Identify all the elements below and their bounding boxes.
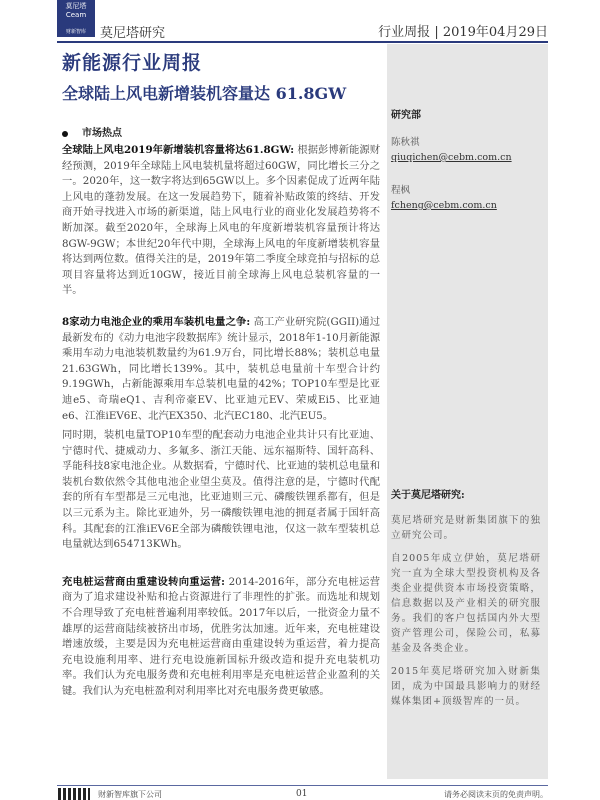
footer-divider <box>57 785 548 786</box>
footer-disclaimer: 请务必阅读末页的免责声明。 <box>444 790 548 799</box>
main-content <box>62 143 380 710</box>
about-text: 自2005年成立伊始，莫尼塔研究一直为全球大型投资机构及各类企业提供资本市场投资策略，信息数据以及产业相关的研究服务。我们的客户包括国内外大型资产管理公司，保险公司，私募基金及各类企业。 <box>391 553 541 654</box>
about-heading: 关于莫尼塔研究: <box>391 490 465 501</box>
analyst-email-link[interactable]: qiuqichen@cebm.com.cn <box>391 152 512 163</box>
header-divider <box>57 41 548 43</box>
paragraph-lead: 全球陆上风电2019年新增装机容量将达61.8GW: <box>62 144 295 156</box>
about-text: 2015年莫尼塔研究加入财新集团，成为中国最具影响力的财经媒体集团+顶级智库的一员。 <box>391 666 541 707</box>
analyst-name: 程枫 <box>391 185 411 196</box>
qr-code-icon <box>58 788 90 800</box>
paragraph <box>62 428 380 553</box>
section-label: 市场热点 <box>82 128 122 139</box>
paragraph-lead: 8家动力电池企业的乘用车装机电量之争: <box>62 315 251 328</box>
dept-heading: 研究部 <box>391 110 421 121</box>
paragraph-body: 根据彭博新能源财经预测，2019年全球陆上风电装机量将超过60GW，同比增长三分之一。2020年，这一数字将达到65GW以上。多个因素促成了近两年陆上风电的蓬勃发展。在这一发展趋势下，随着补贴政策的终结、开发商开始寻找进入市场的新渠道，陆上风电行业的商业化发展趋势将不断加深。截至2020年，全球海上风电的年度新增装机容量预计将达8GW-9GW；本世纪20年代中期，全球海上风电的年度新增装机容量将达到两位数。值得关注的是，2019年第二季度全球竞拍与招标的总项目容量将达到近10GW，接近目前全球海上风电总装机容量的一半。 <box>62 144 380 297</box>
report-subtitle: 全球陆上风电新增装机容量达 61.8GW <box>62 84 347 103</box>
paragraph <box>62 575 380 700</box>
paragraph <box>62 315 380 424</box>
analyst-email-link[interactable]: fcheng@cebm.com.cn <box>391 200 497 211</box>
about-text: 莫尼塔研究是财新集团旗下的独立研究公司。 <box>391 515 541 541</box>
report-type: 行业周报 <box>378 25 431 40</box>
logo-text: 莫尼塔 <box>65 2 87 10</box>
footer-company: 财新智库旗下公司 <box>98 790 162 799</box>
paragraph-body: 高工产业研究院(GGII)通过最新发布的《动力电池字段数据库》统计显示，2018年1-10月新能源乘用车动力电池装机数量约为61.9万台，同比增长88%；装机总电量21.63GWh，同比增长139%。其中，装机总电量前十车型合计约9.19GWh，占新能源乘用车总装机电量的42%；TOP10车型是比亚迪e5、奇瑞eQ1、吉利帝豪EV、比亚迪元EV、荣威Ei5、比亚迪e6、江淮iEV6E、北汽EX350、北汽EC180、北汽EU5。 <box>62 315 380 422</box>
company-logo <box>57 0 95 28</box>
paragraph <box>62 143 380 299</box>
header-meta <box>378 21 548 40</box>
analyst-block <box>391 108 541 213</box>
paragraph-lead: 充电桩运营商由重建设转向重运营: <box>62 575 225 588</box>
brand-name: 莫尼塔研究 <box>100 26 166 41</box>
report-date: | 2019年04月29日 <box>434 25 548 40</box>
paragraph-body: 同时期，装机电量TOP10车型的配套动力电池企业共计只有比亚迪、宁德时代、捷威动力、多氟多、浙江天能、远东福斯特、国轩高科、孚能科技8家电池企业。从数据看，宁德时代、比亚迪的装机总电量和装机台数依然令其他电池企业望尘莫及。值得注意的是，宁德时代配套的所有车型都是三元电池，比亚迪则三元、磷酸铁锂系都有，但是以三元系为主。除比亚迪外，另一磷酸铁锂电池的拥趸者属于国轩高科。其配套的江淮iEV6E全部为磷酸铁锂电池，仅这一款车型装机总电量就达到654713KWh。 <box>62 429 380 551</box>
about-block <box>391 488 541 717</box>
page-number: 01 <box>296 789 308 799</box>
logo-subtitle: 财新智库 <box>57 28 95 37</box>
bullet-icon <box>62 131 68 137</box>
analyst-name: 陈秋祺 <box>391 137 420 148</box>
paragraph-body: 2014-2016年，部分充电桩运营商为了追求建设补贴和抢占资源进行了非理性的扩张。而选址和规划不合理导致了充电桩普遍利用率较低。2017年以后，一批资金力量不雄厚的运营商陆续被挤出市场，优胜劣汰加速。近年来，充电桩建设增速放缓，主要是因为充电桩运营商由重建设转为重运营，着力提高充电设施利用率、进行充电设施新国标升级改造和提升充电装机功率。我们认为充电服务费和充电桩利用率是充电桩运营企业盈利的关键。我们认为充电桩盈利对利用率比对充电服务费更敏感。 <box>62 575 380 697</box>
section-heading <box>62 124 122 139</box>
report-title: 新能源行业周报 <box>62 52 203 74</box>
logo-text-en: Ceam <box>65 11 87 19</box>
